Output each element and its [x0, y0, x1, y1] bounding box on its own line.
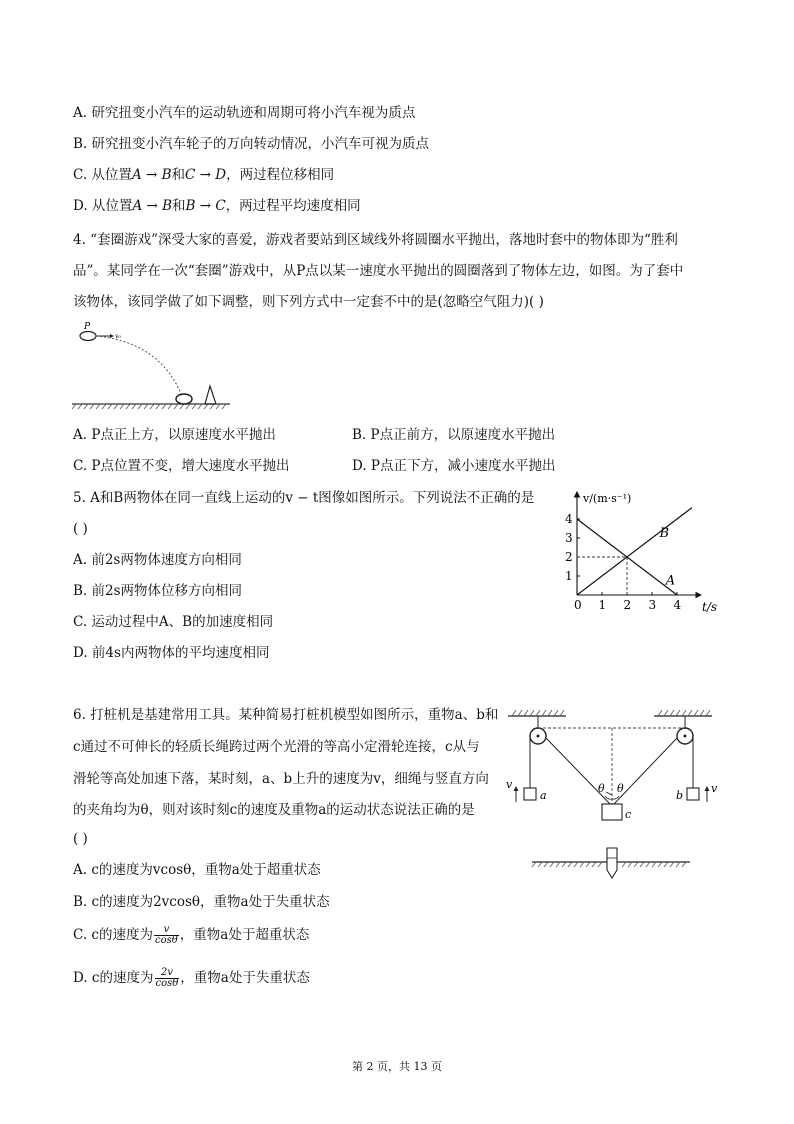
weight-a	[524, 788, 536, 800]
v0-label: v₀	[115, 333, 121, 340]
q3-option-b: B. 研究扭变小汽车轮子的万向转动情况，小汽车可视为质点	[73, 136, 430, 152]
target-object	[205, 386, 216, 404]
q3-option-a: A. 研究扭变小汽车的运动轨迹和周期可将小汽车视为质点	[73, 105, 416, 121]
q3-option-d: D. 从位置A → B和B → C，两过程平均速度相同	[73, 198, 361, 214]
q6-stem-line4: 的夹角均为θ，则对该时刻c的速度及重物a的运动状态说法正确的是	[73, 802, 475, 818]
q4-ring-toss-figure	[70, 318, 235, 410]
ring-landed	[176, 394, 192, 404]
page-footer: 第 2 页，共 13 页	[352, 1060, 442, 1073]
q4-option-a: A. P点正上方，以原速度水平抛出	[73, 427, 276, 443]
q4-stem-line2: 品”。某同学在一次“套圈”游戏中，从P点以某一速度水平抛出的圆圈落到了物体左边，如图。为了套中	[73, 263, 684, 279]
frac-c: $\frac{v}{\cos\theta}$	[155, 924, 178, 946]
x-tick-label-4: 4	[673, 598, 682, 612]
q5-option-a: A. 前2s两物体速度方向相同	[73, 552, 242, 568]
y-tick-label-4: 4	[565, 512, 573, 526]
trajectory	[96, 336, 182, 396]
weight-c	[602, 804, 622, 820]
q5-stem-paren: ( )	[73, 521, 88, 537]
q6-option-c: C. c的速度为 $\frac{v}{\cos\theta}$ ，重物a处于超重状态	[73, 924, 310, 946]
y-tick-label-2: 2	[565, 550, 573, 564]
x-tick-label-2: 2	[623, 598, 632, 612]
x-axis-label: t/s	[702, 600, 718, 614]
weight-b-label: b	[676, 789, 684, 802]
q6-option-d: D. c的速度为 $\frac{2v}{\cos\theta}$ ，重物a处于失重状态	[73, 967, 310, 989]
q5-option-d: D. 前4s内两物体的平均速度相同	[73, 645, 270, 661]
series-label-A: A	[665, 573, 676, 589]
q3-option-c: C. 从位置A → B和C → D，两过程位移相同	[73, 167, 335, 183]
y-tick-label-1: 1	[565, 569, 573, 583]
q4-stem-line1: 4. “套圈游戏”深受大家的喜爱，游戏者要站到区域线外将圆圈水平抛出，落地时套中的物体即为“胜利	[73, 232, 678, 248]
q4-option-b: B. P点正前方，以原速度水平抛出	[352, 427, 556, 443]
weight-a-label: a	[540, 789, 547, 802]
q4-stem-line3: 该物体，该同学做了如下调整，则下列方式中一定套不中的是(忽略空气阻力)( )	[73, 294, 544, 310]
v-label-right: v	[711, 782, 718, 795]
q6-stem-line1: 6. 打桩机是基建常用工具。某种简易打桩机模型如图所示，重物a、b和	[73, 707, 499, 723]
q6-stem-line3: 滑轮等高处加速下落，某时刻，a、b上升的速度为v，细绳与竖直方向	[73, 771, 489, 787]
q6-option-b: B. c的速度为2vcosθ，重物a处于失重状态	[73, 894, 330, 910]
q4-option-d: D. P点正下方，减小速度水平抛出	[352, 458, 556, 474]
theta-left-label: θ	[598, 782, 605, 795]
y-axis-label: v/(m·s⁻¹)	[583, 492, 632, 505]
vt-chart	[556, 484, 736, 618]
x-tick-label-3: 3	[648, 598, 657, 612]
q5-option-c: C. 运动过程中A、B的加速度相同	[73, 614, 274, 630]
weight-c-label: c	[625, 808, 632, 821]
point-p-label: P	[84, 322, 91, 332]
ring-start	[80, 332, 96, 341]
q4-option-c: C. P点位置不变，增大速度水平抛出	[73, 458, 290, 474]
q6-stem-line2: c通过不可伸长的轻质长绳跨过两个光滑的等高小定滑轮连接，c从与	[73, 739, 480, 755]
q6-stem-paren: ( )	[73, 831, 88, 847]
x-tick-label-1: 1	[598, 598, 607, 612]
frac-d: $\frac{2v}{\cos\theta}$	[155, 967, 179, 989]
q6-option-a: A. c的速度为vcosθ，重物a处于超重状态	[73, 862, 321, 878]
pile	[607, 848, 617, 878]
y-tick-label-3: 3	[565, 531, 573, 545]
v-label-left: v	[506, 778, 513, 791]
q5-option-b: B. 前2s两物体位移方向相同	[73, 583, 243, 599]
x-tick-label-0: 0	[574, 598, 582, 612]
q6-pile-driver-figure	[502, 700, 720, 882]
weight-b	[687, 788, 699, 800]
q5-stem-line1: 5. A和B两物体在同一直线上运动的v − t图像如图所示。下列说法不正确的是	[73, 490, 535, 506]
theta-right-label: θ	[617, 782, 624, 795]
series-label-B: B	[659, 526, 670, 542]
